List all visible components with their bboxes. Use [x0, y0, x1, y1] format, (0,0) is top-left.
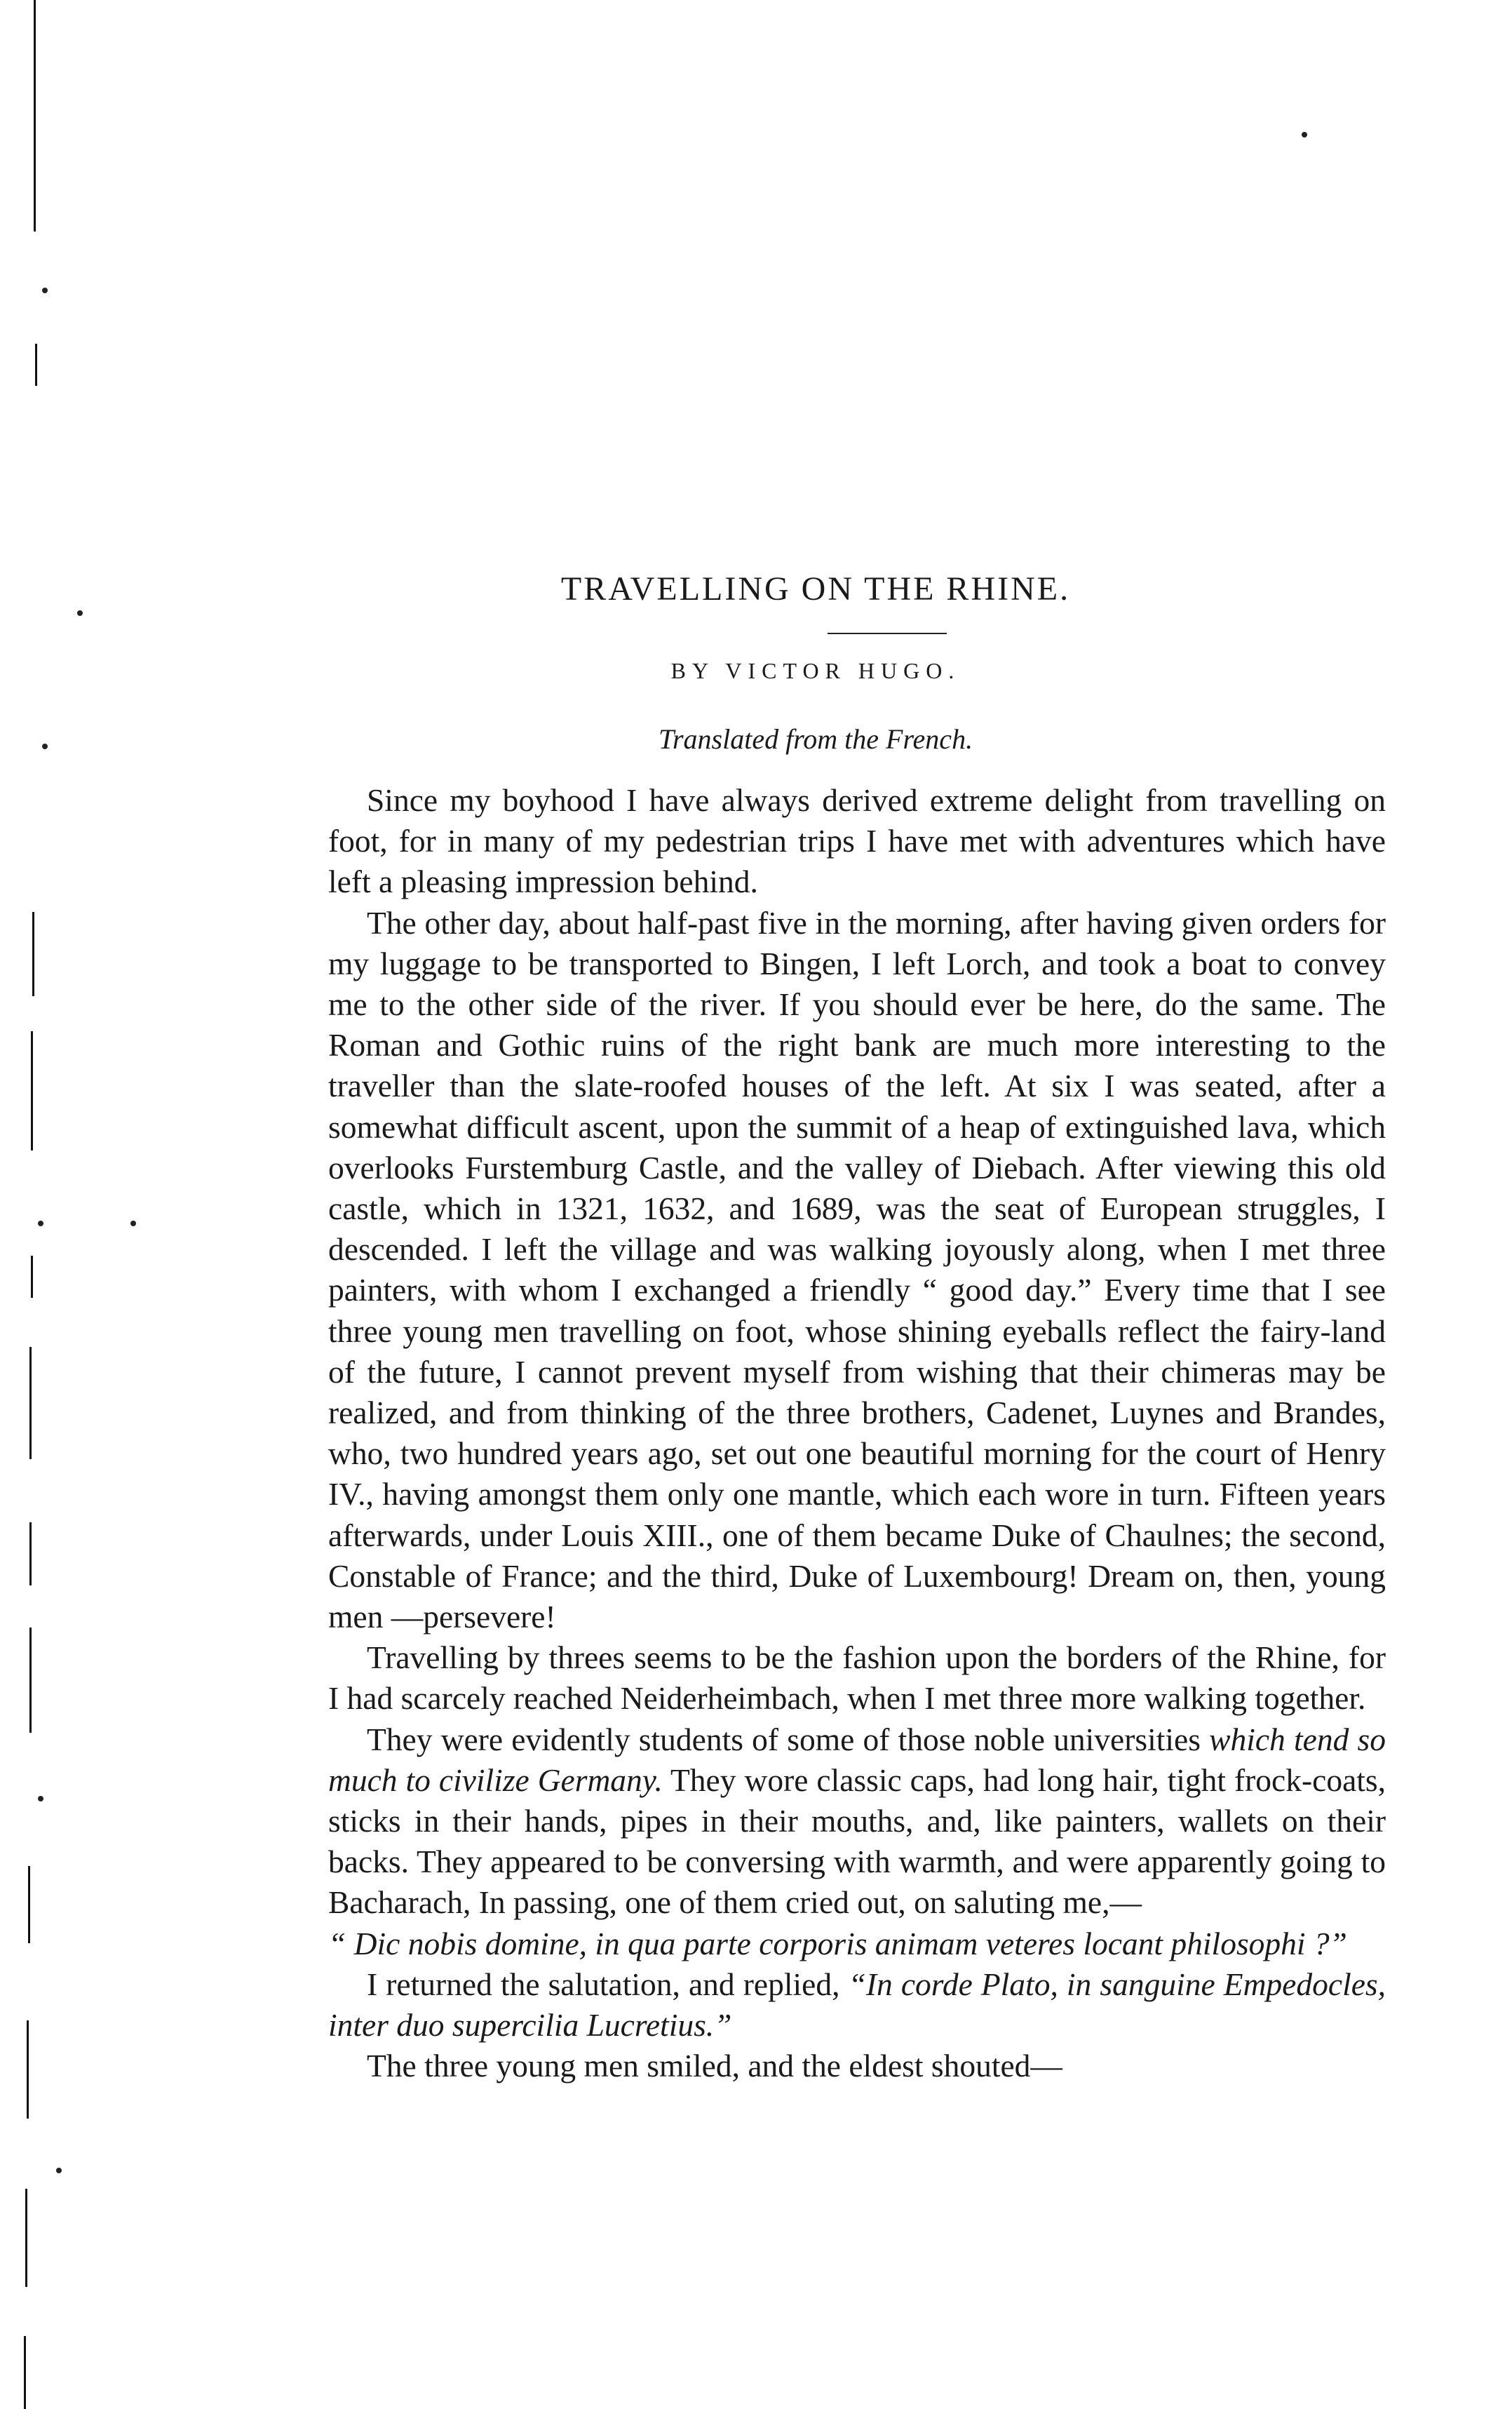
- paragraph-text: They were evidently students of some of those noble universities: [367, 1721, 1210, 1757]
- paragraph: Travelling by threes seems to be the fashion upon the borders of the Rhine, for I had scarcely reached Neiderheimbach, when I met three more walking together.: [328, 1639, 1386, 1717]
- translation-note: Translated from the French.: [658, 723, 973, 755]
- paragraph: [328, 1719, 1386, 1924]
- paragraph: The three young men smiled, and the eldest shouted—: [367, 2048, 1062, 2084]
- scan-margin-artifacts: [0, 0, 63, 2409]
- latin-quote: “ Dic nobis domine, in qua parte corporis animam veteres locant philosophi ?”: [328, 1925, 1347, 1961]
- article-byline: BY VICTOR HUGO.: [670, 658, 961, 683]
- paragraph: [328, 1964, 1386, 2046]
- paragraph-italic-text: which tend so much to civilize Germany.: [328, 1721, 1386, 1798]
- latin-reply: “In corde Plato, in sanguine Empedocles, inter duo supercilia Lucretius.”: [328, 1966, 1386, 2044]
- paragraph-text: They wore classic caps, had long hair, tight frock-coats, sticks in their hands, pipes in their mouths, and, like painters, wallets on their backs. They appeared to be conversing with warmth, and were apparently going to Bacharach, In passing, one of them cried out, on saluting me,—: [328, 1762, 1386, 1921]
- title-divider: [828, 633, 947, 634]
- paragraph: Since my boyhood I have always derived extreme delight from travelling on foot, for in many of my pedestrian trips I have met with adventures which have left a pleasing impression behind.: [328, 782, 1386, 900]
- paragraph-text: I returned the salutation, and replied,: [367, 1966, 849, 2002]
- article-title: TRAVELLING ON THE RHINE.: [560, 570, 1071, 608]
- article-body: [328, 780, 1386, 2087]
- paragraph: The other day, about half-past five in the morning, after having given orders for my luggage to be transported to Bingen, I left Lorch, and took a boat to convey me to the other side of the river. If you should ever be here, do the same. The Roman and Gothic ruins of the right bank are much more interesting to the traveller than the slate-roofed houses of the left. At six I was seated, after a somewhat difficult ascent, upon the summit of a heap of extinguished lava, which overlooks Furstemburg Castle, and the valley of Diebach. After viewing this old castle, which in 1321, 1632, and 1689, was the seat of European struggles, I descended. I left the village and was walking joyously along, when I met three painters, with whom I exchanged a friendly “ good day.” Every time that I see three young men travelling on foot, whose shining eyeballs reflect the fairy-land of the future, I cannot prevent myself from wishing that their chimeras may be realized, and from thinking of the three brothers, Cadenet, Luynes and Brandes, who, two hundred years ago, set out one beautiful morning for the court of Henry IV., having amongst them only one mantle, which each wore in turn. Fifteen years afterwards, under Louis XIII., one of them became Duke of Chaulnes; the second, Constable of France; and the third, Duke of Luxembourg! Dream on, then, young men —persevere!: [328, 904, 1386, 1635]
